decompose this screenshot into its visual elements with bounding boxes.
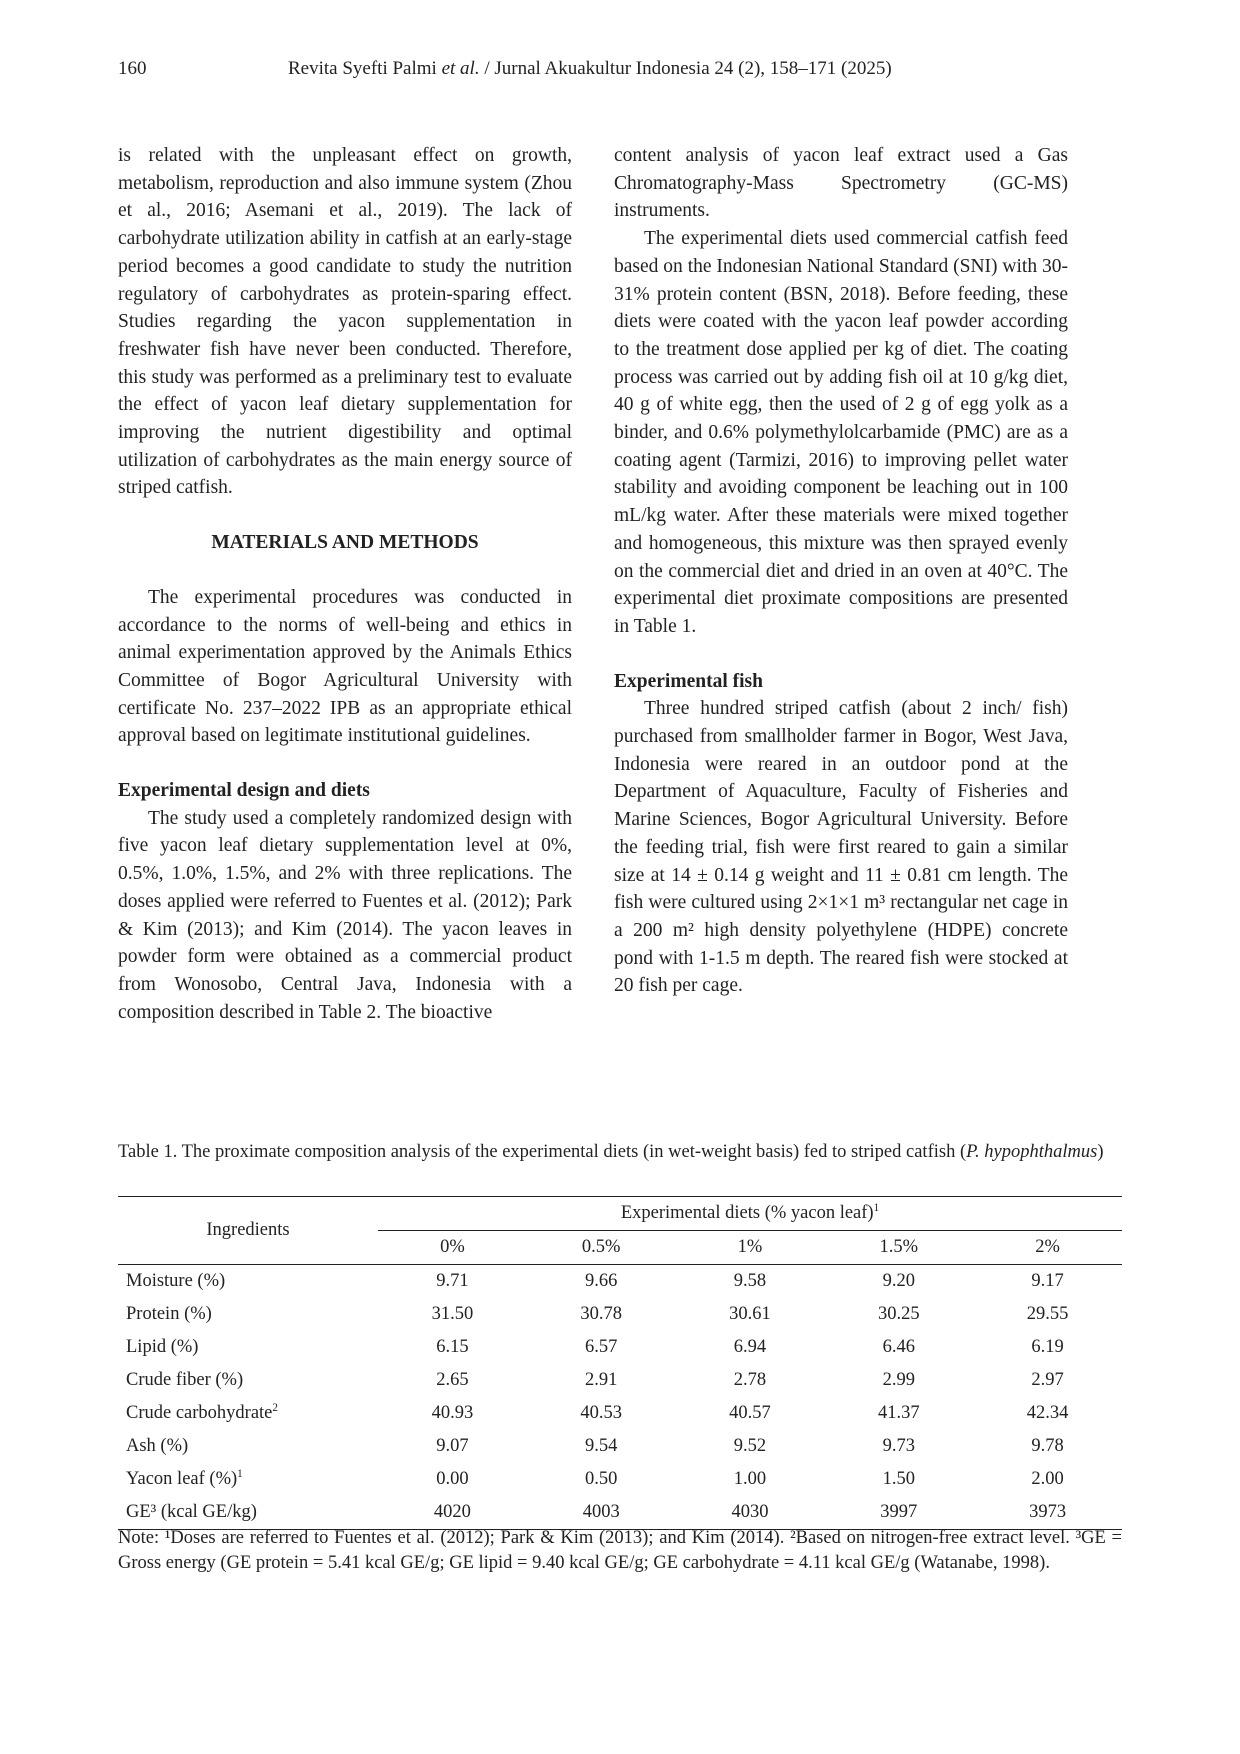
value-cell: 30.25 [877, 1304, 920, 1324]
value-cell: 4003 [582, 1502, 620, 1522]
running-head-journal: / Jurnal Akuakultur Indonesia 24 (2), 158–171 (2025) [479, 58, 892, 79]
table-row [118, 1430, 1122, 1463]
value-cell: 2.78 [733, 1370, 767, 1390]
value-cell: 30.78 [580, 1304, 622, 1324]
column-header: 0% [440, 1237, 465, 1257]
ingredient-cell [118, 1397, 378, 1430]
value-cell: 2.99 [882, 1370, 915, 1390]
ingredients-header: Ingredients [118, 1197, 378, 1265]
ingredient-footnote-mark: 2 [272, 1401, 278, 1414]
fish-paragraph: Three hundred striped catfish (about 2 inch/ fish) purchased from smallholder farmer in Bogor, West Java, Indonesia were reared in an outdoor pond at the Department of Aquaculture, Faculty of Fisheries and Marine Sciences, Bogor Agricultural University. Before the feeding trial, fish were first reared to gain a similar size at 14 ± 0.14 g weight and 11 ± 0.81 cm length. The fish were cultured using 2×1×1 m³ rectangular net cage in a 200 m² high density polyethylene (HDPE) concrete pond with 1-1.5 m depth. The reared fish were stocked at 20 fish per cage. [614, 698, 1068, 997]
value-cell: 3973 [1029, 1502, 1067, 1522]
value-cell: 40.57 [729, 1403, 771, 1423]
value-cell: 2.00 [1031, 1469, 1064, 1489]
ingredient-label: GE³ (kcal GE/kg) [126, 1502, 257, 1522]
caption-species: P. hypophthalmus [966, 1142, 1098, 1162]
right-column [614, 142, 1068, 1000]
continued-paragraph: content analysis of yacon leaf extract used a Gas Chromatography-Mass Spectrometry (GC-MS) instruments. [614, 145, 1068, 222]
column-header: 1% [737, 1237, 763, 1257]
value-cell: 30.61 [729, 1304, 771, 1324]
running-header [118, 56, 1122, 86]
value-cell: 31.50 [431, 1304, 474, 1324]
table-body [118, 1265, 1122, 1530]
table-row [118, 1364, 1122, 1397]
ingredient-cell [118, 1430, 378, 1463]
value-cell: 9.20 [882, 1271, 915, 1291]
value-cell: 4030 [731, 1502, 769, 1522]
value-cell: 9.58 [733, 1271, 767, 1291]
ingredient-cell [118, 1496, 378, 1530]
running-head-authors: Revita Syefti Palmi [288, 58, 442, 79]
ingredient-cell [118, 1364, 378, 1397]
column-header: 1.5% [879, 1237, 919, 1257]
section-title-materials-methods: MATERIALS AND METHODS [211, 532, 479, 554]
value-cell: 6.19 [1031, 1337, 1064, 1357]
value-cell: 6.94 [733, 1337, 767, 1357]
subheading-design-diets: Experimental design and diets [118, 780, 370, 802]
ethics-paragraph: The experimental procedures was conducted in accordance to the norms of well-being and ethics in animal experimentation approved by the Animals Ethics Committee of Bogor Agricultural University with certificate No. 237–2022 IPB as an appropriate ethical approval based on legitimate institutional guidelines. [118, 586, 572, 747]
table-row [118, 1496, 1122, 1530]
left-column [118, 142, 572, 1026]
value-cell: 6.15 [436, 1337, 469, 1357]
ingredient-label: Ash (%) [126, 1436, 189, 1456]
value-cell: 9.78 [1031, 1436, 1064, 1456]
value-cell: 9.17 [1031, 1271, 1064, 1291]
value-cell: 9.66 [585, 1271, 618, 1291]
intro-paragraph: is related with the unpleasant effect on growth, metabolism, reproduction and also immune system (Zhou et al., 2016; Asemani et al., 2019). The lack of carbohydrate utilization ability in catfish at an early-stage period becomes a good candidate to study the nutrition regulatory of carbohydrates as protein-sparing effect. Studies regarding the yacon supplementation in freshwater fish have never been conducted. Therefore, this study was performed as a preliminary test to evaluate the effect of yacon leaf dietary supplementation for improving the nutrient digestibility and optimal utilization of carbohydrates as the main energy source of striped catfish. [118, 145, 572, 499]
diet-group-sup: 1 [873, 1201, 880, 1214]
value-cell: 4020 [433, 1502, 471, 1522]
page-number: 160 [118, 58, 147, 79]
running-head-citation [288, 58, 892, 80]
ingredient-cell [118, 1298, 378, 1331]
ingredient-label: Moisture (%) [126, 1271, 226, 1291]
proximate-composition-table [118, 1196, 1122, 1530]
caption-end: ) [1097, 1142, 1104, 1162]
table-row [118, 1331, 1122, 1364]
value-cell: 9.52 [733, 1436, 767, 1456]
ingredient-cell [118, 1331, 378, 1364]
value-cell: 29.55 [1026, 1304, 1069, 1324]
table-row [118, 1265, 1122, 1299]
value-cell: 3997 [880, 1502, 918, 1522]
column-header: 0.5% [581, 1237, 621, 1257]
value-cell: 40.53 [580, 1403, 622, 1423]
value-cell: 6.57 [585, 1337, 618, 1357]
design-paragraph: The study used a completely randomized design with five yacon leaf dietary supplementation level at 0%, 0.5%, 1.0%, 1.5%, and 2% with three replications. The doses applied were referred to Fuentes et al. (2012); Park & Kim (2013); and Kim (2014). The yacon leaves in powder form were obtained as a commercial product from Wonosobo, Central Java, Indonesia with a composition described in Table 2. The bioactive [118, 807, 572, 1023]
table-row [118, 1397, 1122, 1430]
diet-group-header [378, 1197, 1122, 1231]
value-cell: 9.54 [585, 1436, 618, 1456]
table-note: Note: ¹Doses are referred to Fuentes et al. (2012); Park & Kim (2013); and Kim (2014). ²Based on nitrogen-free extract level. ³GE = Gross energy (GE protein = 5.41 kcal GE/g; GE lipid = 9.40 kcal GE/g; GE carbohydrate = 4.11 kcal GE/g (Watanabe, 1998). [118, 1528, 1122, 1573]
value-cell: 41.37 [877, 1403, 920, 1423]
ingredient-label: Protein (%) [126, 1304, 212, 1324]
running-head-etal: et al. [441, 58, 480, 79]
value-cell: 42.34 [1026, 1403, 1069, 1423]
value-cell: 9.07 [436, 1436, 469, 1456]
diet-group-label: Experimental diets (% yacon leaf) [620, 1203, 874, 1223]
value-cell: 2.91 [585, 1370, 618, 1390]
table-caption [118, 1140, 1122, 1164]
value-cell: 40.93 [431, 1403, 474, 1423]
ingredient-cell [118, 1463, 378, 1496]
value-cell: 2.65 [436, 1370, 469, 1390]
value-cell: 9.73 [882, 1436, 915, 1456]
ingredient-label: Lipid (%) [126, 1337, 199, 1357]
ingredient-label: Crude carbohydrate [126, 1403, 273, 1423]
ingredient-cell [118, 1265, 378, 1299]
diets-paragraph: The experimental diets used commercial catfish feed based on the Indonesian National Standard (SNI) with 30-31% protein content (BSN, 2018). Before feeding, these diets were coated with the yacon leaf powder according to the treatment dose applied per kg of diet. The coating process was carried out by adding fish oil at 10 g/kg diet, 40 g of white egg, then the used of 2 g of egg yolk as a binder, and 0.6% polymethylolcarbamide (PMC) are as a coating agent (Tarmizi, 2016) to improving pellet water stability and avoiding component be leaching out in 100 mL/kg water. After these materials were mixed together and homogeneous, this mixture was then sprayed evenly on the commercial diet and dried in an oven at 40°C. The experimental diet proximate compositions are presented in Table 1. [614, 228, 1068, 637]
value-cell: 1.50 [882, 1469, 915, 1489]
value-cell: 2.97 [1031, 1370, 1064, 1390]
table-row [118, 1298, 1122, 1331]
ingredient-label: Yacon leaf (%) [126, 1469, 238, 1489]
value-cell: 6.46 [882, 1337, 915, 1357]
table-row [118, 1463, 1122, 1496]
ingredient-footnote-mark: 1 [237, 1467, 243, 1480]
value-cell: 0.50 [585, 1469, 618, 1489]
caption-text: Table 1. The proximate composition analysis of the experimental diets (in wet-weight basis) fed to striped catfish ( [118, 1142, 967, 1162]
value-cell: 9.71 [436, 1271, 469, 1291]
value-cell: 0.00 [436, 1469, 469, 1489]
ingredient-label: Crude fiber (%) [126, 1370, 244, 1390]
column-header: 2% [1035, 1237, 1060, 1257]
value-cell: 1.00 [733, 1469, 767, 1489]
subheading-experimental-fish: Experimental fish [614, 670, 763, 692]
